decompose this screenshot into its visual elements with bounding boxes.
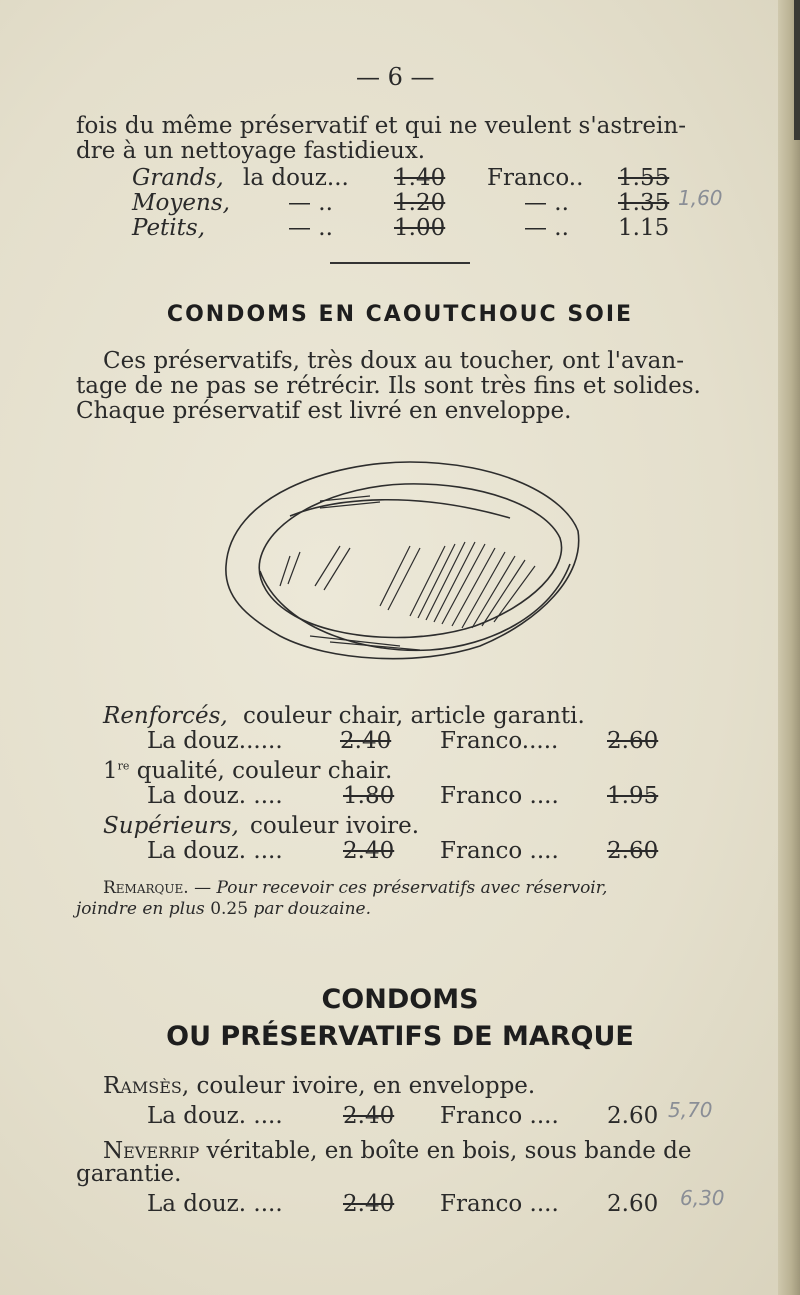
neverrip-franco: 2.60 <box>607 1191 659 1217</box>
product-row2-price: 1.80 <box>343 783 395 809</box>
remarque-text-2a: joindre en plus <box>76 899 205 919</box>
size-name-grands: Grands, <box>132 165 224 191</box>
size-name-moyens: Moyens, <box>132 190 230 216</box>
ramses-desc: couleur ivoire, en enveloppe. <box>196 1073 536 1099</box>
product-premiere-sup: re <box>117 759 130 773</box>
neverrip-line <box>103 1140 691 1163</box>
remarque-text-1: Pour recevoir ces préservatifs avec réservoir, <box>216 878 608 898</box>
size-price-petits: 1.00 <box>394 215 446 241</box>
neverrip-qty: La douz. .... <box>147 1191 283 1217</box>
product-row2-qty: La douz. .... <box>147 783 283 809</box>
neverrip-desc: véritable, en boîte en bois, sous bande de <box>206 1138 692 1164</box>
ramses-line <box>103 1075 535 1098</box>
neverrip-name: Neverrip <box>103 1138 200 1164</box>
neverrip-desc-2: garantie. <box>76 1161 182 1187</box>
section-title-marque: OU PRÉSERVATIFS DE MARQUE <box>166 1021 634 1052</box>
remarque-line-2 <box>76 899 371 919</box>
spine-shadow <box>794 0 800 140</box>
product-row1-qty: La douz...... <box>147 728 283 754</box>
ramses-name: Ramsès, <box>103 1073 190 1099</box>
section-title-caoutchouc: CONDOMS EN CAOUTCHOUC SOIE <box>166 302 634 327</box>
product-renforces-name: Renforcés, <box>103 703 228 729</box>
size-name-petits: Petits, <box>132 215 206 241</box>
product-row2-franco-label: Franco .... <box>440 783 559 809</box>
product-renforces-desc: couleur chair, article garanti. <box>243 703 585 729</box>
neverrip-price: 2.40 <box>343 1191 395 1217</box>
handwritten-price-2: 5,70 <box>668 1098 713 1122</box>
page-number: — 6 — <box>356 63 435 91</box>
product-row3-franco-label: Franco .... <box>440 838 559 864</box>
book-spine <box>778 0 800 1295</box>
product-premiere-desc: qualité, couleur chair. <box>136 758 393 784</box>
product-premiere <box>103 760 392 783</box>
section1-desc-1: Ces préservatifs, très doux au toucher, ont l'avan- <box>103 348 684 374</box>
size-franco-petits: 1.15 <box>618 215 670 241</box>
intro-line-1: fois du même préservatif et qui ne veulent s'astrein- <box>76 113 686 139</box>
ramses-franco: 2.60 <box>607 1103 659 1129</box>
ramses-franco-label: Franco .... <box>440 1103 559 1129</box>
size-price-moyens: 1.20 <box>394 190 446 216</box>
neverrip-franco-label: Franco .... <box>440 1191 559 1217</box>
product-row3-qty: La douz. .... <box>147 838 283 864</box>
product-row1-price: 2.40 <box>340 728 392 754</box>
section1-desc-3: Chaque préservatif est livré en enveloppe. <box>76 398 572 424</box>
product-superieurs-name: Supérieurs, <box>103 813 239 839</box>
intro-line-2: dre à un nettoyage fastidieux. <box>76 138 426 164</box>
condom-illustration <box>220 456 582 670</box>
remarque-text-2c: par douzaine. <box>253 899 372 919</box>
size-price-grands: 1.40 <box>394 165 446 191</box>
product-row1-franco: 2.60 <box>607 728 659 754</box>
product-premiere-num: 1 <box>103 758 118 784</box>
remarque-label: Remarque. <box>103 878 189 898</box>
section1-desc-2: tage de ne pas se rétrécir. Ils sont très fins et solides. <box>76 373 701 399</box>
size-franco-grands: 1.55 <box>618 165 670 191</box>
ramses-qty: La douz. .... <box>147 1103 283 1129</box>
size-franco-moyens: 1.35 <box>618 190 670 216</box>
product-superieurs-desc: couleur ivoire. <box>250 813 420 839</box>
product-row1-franco-label: Franco..... <box>440 728 559 754</box>
size-franco-label-petits: — .. <box>524 215 569 241</box>
product-row3-price: 2.40 <box>343 838 395 864</box>
ramses-price: 2.40 <box>343 1103 395 1129</box>
remarque-text-2b: 0.25 <box>210 899 249 919</box>
size-franco-label-moyens: — .. <box>524 190 569 216</box>
handwritten-price-1: 1,60 <box>678 186 723 210</box>
section-title-condoms: CONDOMS <box>321 984 479 1015</box>
handwritten-price-3: 6,30 <box>680 1186 725 1210</box>
size-franco-label-grands: Franco.. <box>487 165 584 191</box>
product-row2-franco: 1.95 <box>607 783 659 809</box>
remarque-dash: — <box>194 878 212 898</box>
size-qty-grands: la douz... <box>243 165 349 191</box>
remarque-line-1 <box>103 878 607 898</box>
product-row3-franco: 2.60 <box>607 838 659 864</box>
section-divider <box>330 262 470 264</box>
size-qty-moyens: — .. <box>288 190 333 216</box>
size-qty-petits: — .. <box>288 215 333 241</box>
